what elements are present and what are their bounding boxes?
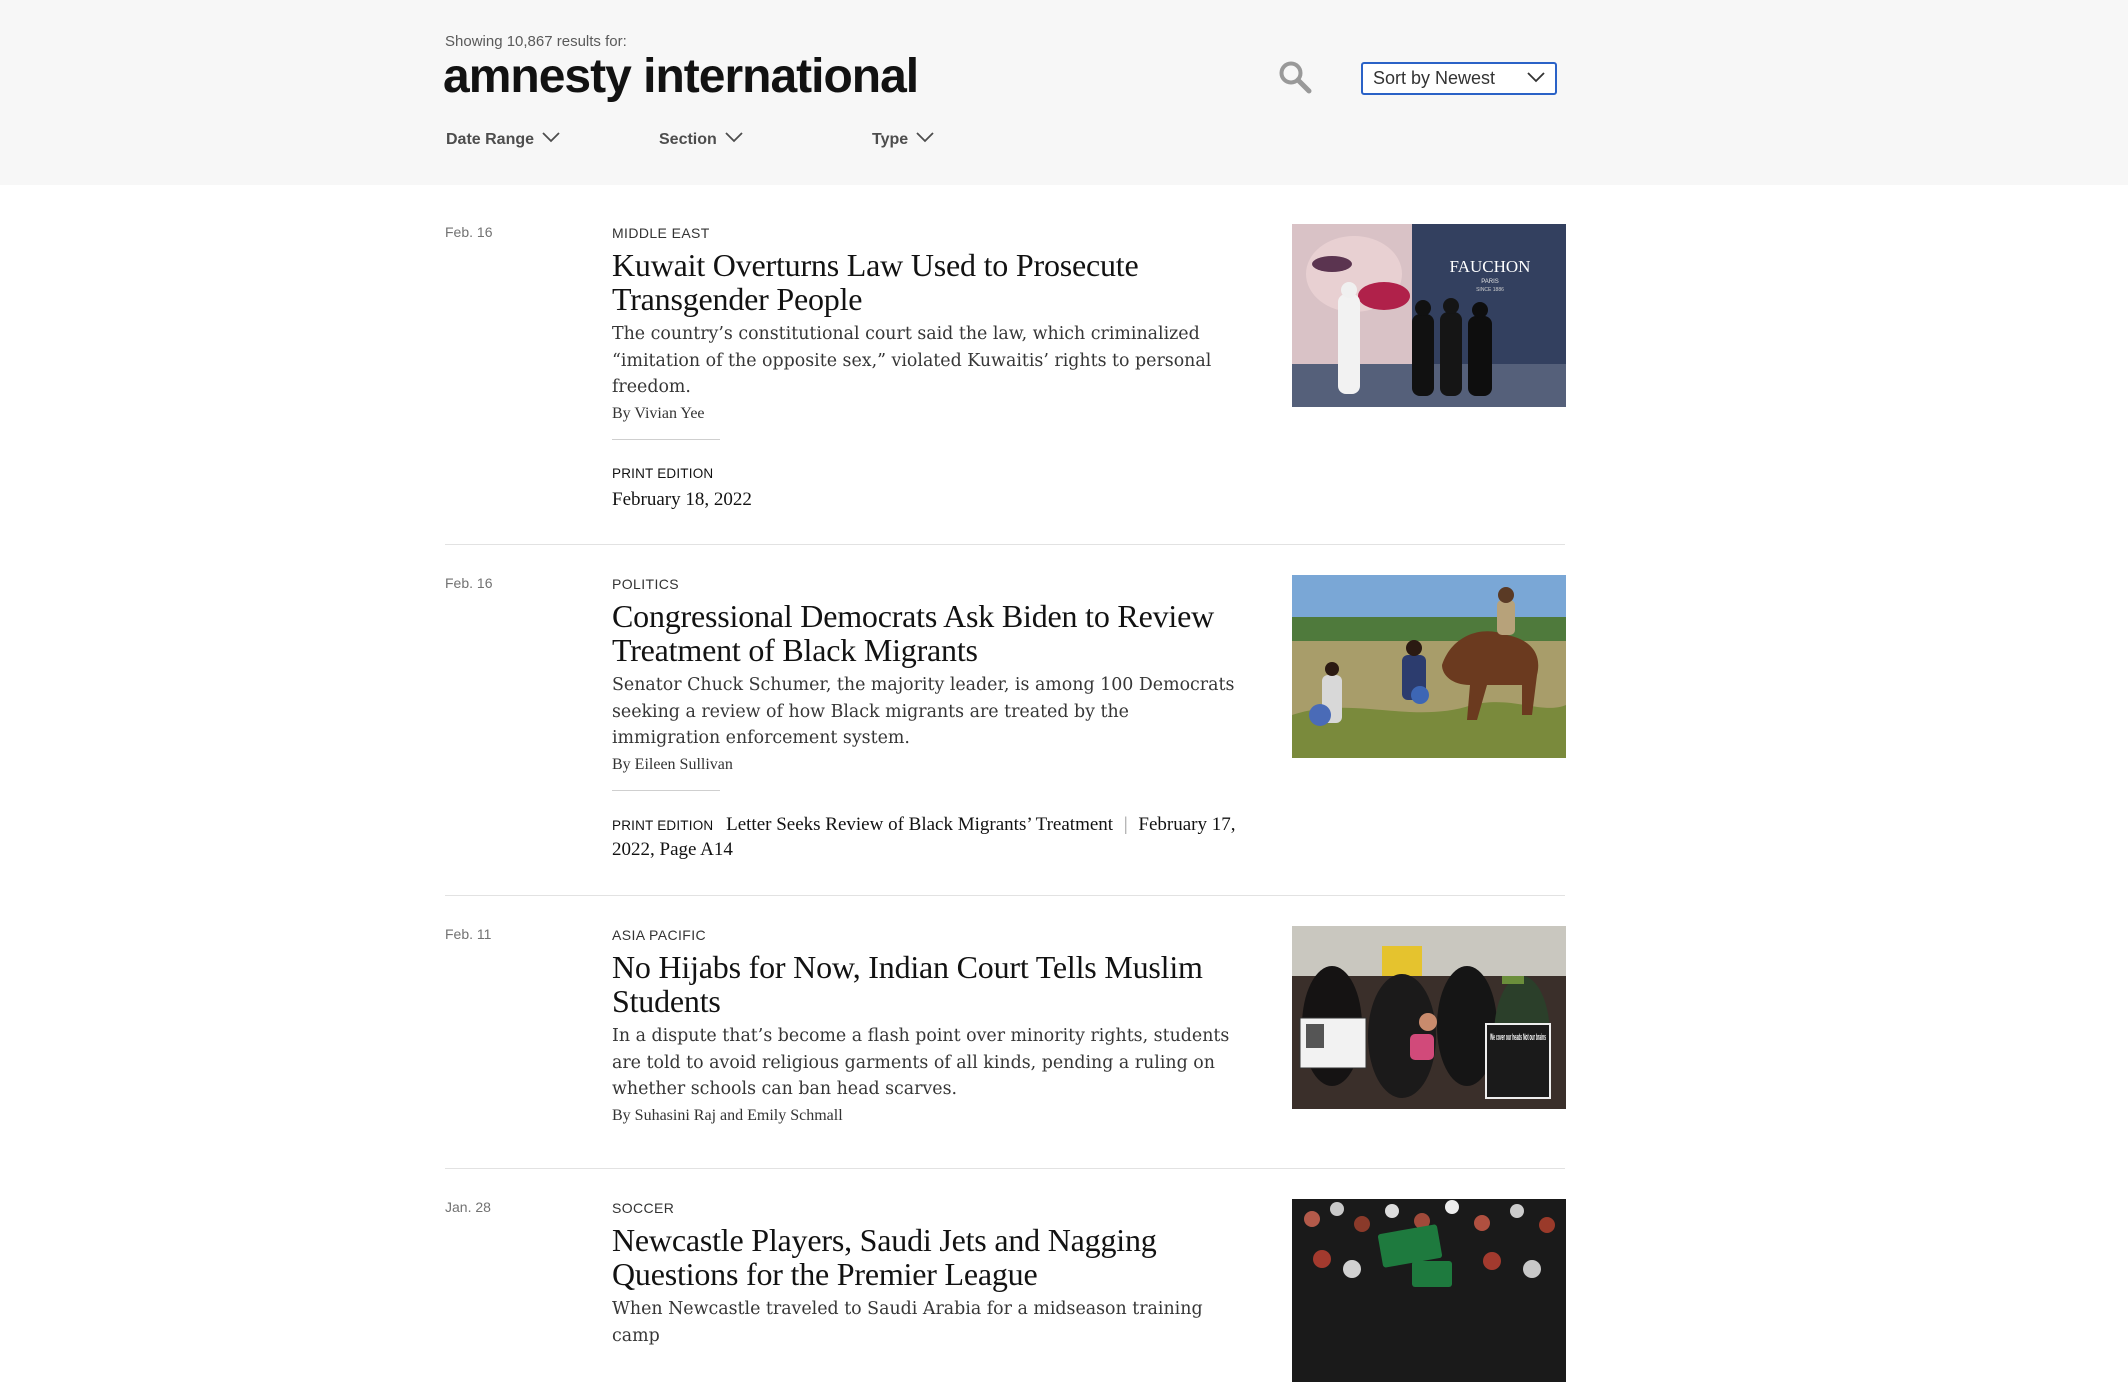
result-headline-link[interactable]: Kuwait Overturns Law Used to Prosecute Transgender People <box>612 247 1139 317</box>
result-divider <box>445 895 1565 896</box>
date-range-filter-label: Date Range <box>446 131 535 148</box>
search-button[interactable] <box>1278 60 1312 94</box>
search-header <box>0 0 2128 185</box>
result-thumbnail[interactable] <box>1292 926 1566 1109</box>
result-thumbnail[interactable] <box>1292 1199 1566 1382</box>
result-summary: The country’s constitutional court said the law, which criminalized “imitation of the opposite sex,” violated Kuwaitis’ rights to personal freedom. <box>612 324 1212 397</box>
result-section-kicker: SOCCER <box>612 1200 675 1216</box>
result-section-kicker: POLITICS <box>612 576 679 592</box>
result-section-kicker: ASIA PACIFIC <box>612 927 707 943</box>
result-byline: By Eileen Sullivan <box>612 755 733 773</box>
result-date: Feb. 11 <box>445 926 492 942</box>
section-filter[interactable] <box>659 131 743 157</box>
result-headline-link[interactable]: No Hijabs for Now, Indian Court Tells Muslim Students <box>612 949 1203 1019</box>
print-edition-date: February 17, 2022, Page A14 <box>612 813 1236 860</box>
search-icon <box>1278 60 1312 94</box>
chevron-down-icon <box>725 132 743 143</box>
print-edition-date: February 18, 2022 <box>612 488 752 510</box>
result-thumbnail[interactable] <box>1292 224 1566 407</box>
print-edition-headline: Letter Seeks Review of Black Migrants’ Treatment <box>726 813 1114 835</box>
date-range-filter[interactable] <box>446 131 560 157</box>
result-body <box>612 926 1242 1125</box>
result-body <box>612 1199 1242 1349</box>
result-headline-link[interactable]: Congressional Democrats Ask Biden to Review Treatment of Black Migrants <box>612 598 1214 668</box>
result-divider <box>445 544 1565 545</box>
result-section-kicker: MIDDLE EAST <box>612 225 710 241</box>
result-rule <box>612 790 720 791</box>
print-edition-separator: | <box>1123 813 1128 835</box>
result-summary: Senator Chuck Schumer, the majority leader, is among 100 Democrats seeking a review of how Black migrants are treated by the immigration enforcement system. <box>612 675 1235 748</box>
result-body <box>612 224 1242 512</box>
print-edition-label: PRINT EDITION <box>612 465 714 481</box>
results-count: Showing 10,867 results for: <box>445 33 627 50</box>
billboard-since: SINCE 1886 <box>1476 287 1504 293</box>
result-byline: By Suhasini Raj and Emily Schmall <box>612 1106 843 1124</box>
chevron-down-icon <box>542 132 560 143</box>
sort-select-value: Sort by Newest <box>1373 68 1496 88</box>
print-edition-label: PRINT EDITION <box>612 817 714 833</box>
result-byline: By Vivian Yee <box>612 404 705 422</box>
billboard-city: PARIS <box>1481 279 1499 285</box>
result-date: Feb. 16 <box>445 224 493 240</box>
print-edition-info <box>612 813 1242 862</box>
soccer-fans-photo <box>1292 1199 1566 1382</box>
result-body <box>612 575 1242 862</box>
chevron-down-icon <box>1527 71 1545 83</box>
type-filter-label: Type <box>872 131 909 148</box>
protest-sign-text: We cover our heads Not our brains <box>1490 1032 1546 1042</box>
result-date: Jan. 28 <box>445 1199 491 1215</box>
section-filter-label: Section <box>659 131 717 148</box>
result-headline-link[interactable]: Newcastle Players, Saudi Jets and Nagging Questions for the Premier League <box>612 1222 1157 1292</box>
sort-select[interactable] <box>1361 62 1557 95</box>
result-summary: When Newcastle traveled to Saudi Arabia for a midseason training camp <box>612 1299 1203 1346</box>
result-rule <box>612 439 720 440</box>
result-thumbnail[interactable] <box>1292 575 1566 758</box>
type-filter[interactable] <box>872 131 934 157</box>
chevron-down-icon <box>916 132 934 143</box>
search-query-title: amnesty international <box>443 50 919 103</box>
fashion-billboard-photo <box>1292 224 1566 407</box>
billboard-brand: FAUCHON <box>1449 257 1531 276</box>
border-agent-photo <box>1292 575 1566 758</box>
result-divider <box>445 1168 1565 1169</box>
hijab-protest-photo <box>1292 926 1566 1109</box>
print-edition-info <box>612 462 1242 512</box>
result-date: Feb. 16 <box>445 575 493 591</box>
result-summary: In a dispute that’s become a flash point over minority rights, students are told to avoid religious garments of all kinds, pending a ruling on whether schools can ban head scarves. <box>612 1026 1230 1099</box>
